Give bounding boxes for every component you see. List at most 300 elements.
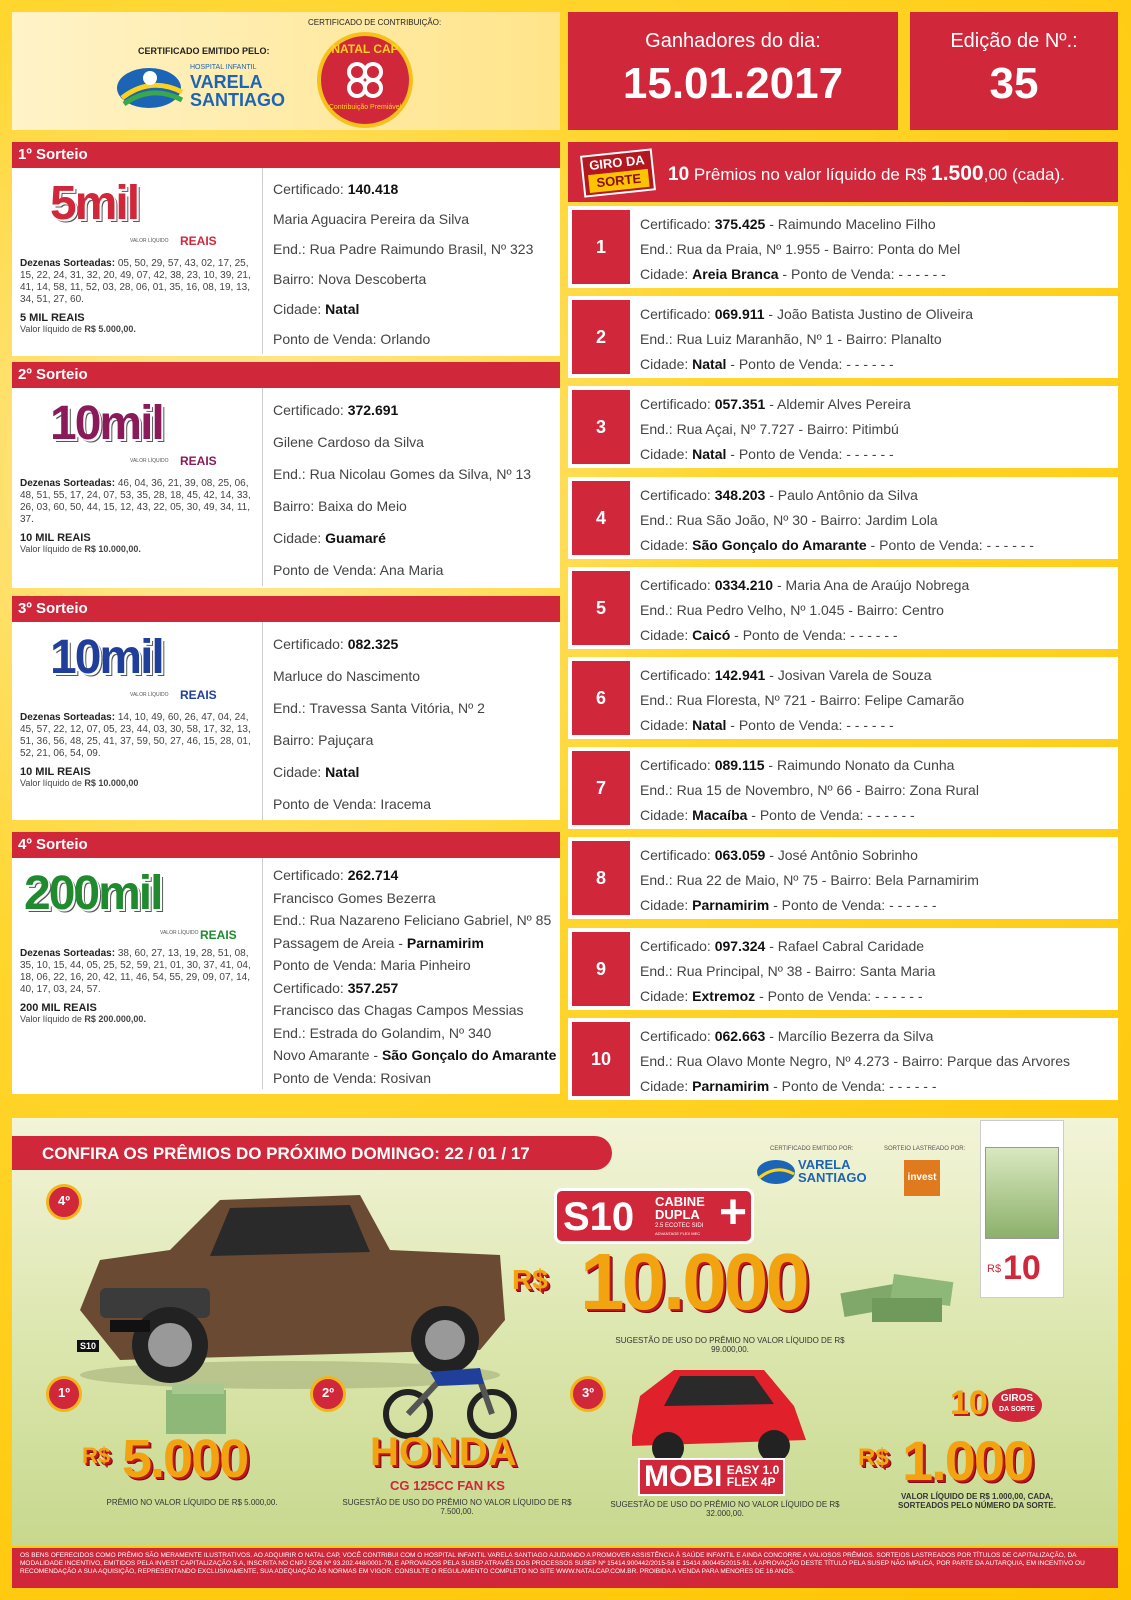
plate: S10 bbox=[77, 1340, 99, 1352]
date-box bbox=[568, 12, 898, 130]
giro-row bbox=[568, 747, 1118, 829]
giro-cert: 348.203 bbox=[714, 486, 766, 503]
giros-word: GIROS bbox=[1000, 1393, 1034, 1404]
winner-line-text: End.: Rua Nazareno Feliciano Gabriel, Nº 85 bbox=[273, 912, 552, 928]
giro-cert-label: Certificado: bbox=[640, 306, 715, 323]
giro-name: - Rafael Cabral Caridade bbox=[765, 937, 925, 954]
giro-cert-line bbox=[640, 663, 1114, 688]
giro-row-text bbox=[640, 663, 1114, 738]
giro-row-text bbox=[640, 753, 1114, 828]
big-note: SUGESTÃO DE USO DO PRÊMIO NO VALOR LÍQUIDO DE R$ 99.000,00. bbox=[615, 1336, 845, 1354]
giro-end: End.: Rua Floresta, Nº 721 - Bairro: Felipe Camarão bbox=[640, 692, 965, 708]
giro-end: End.: Rua da Praia, Nº 1.955 - Bairro: Ponta do Mel bbox=[640, 241, 961, 257]
winner-line-text: Cidade: bbox=[273, 764, 326, 780]
winner-line bbox=[273, 324, 556, 354]
winner-line bbox=[273, 756, 556, 788]
giro-badge-2: SORTE bbox=[588, 169, 650, 193]
big-value: 10.000 bbox=[580, 1237, 807, 1326]
winner-line bbox=[273, 294, 556, 324]
giro-row-text bbox=[640, 1024, 1114, 1099]
giro-city-label: Cidade: bbox=[640, 356, 693, 373]
prize-logo bbox=[20, 388, 252, 478]
giro-cert-line bbox=[640, 212, 1114, 237]
winner-info bbox=[262, 622, 556, 820]
winner-line-text: Novo Amarante - bbox=[273, 1047, 382, 1063]
prize-logo-sub: REAIS bbox=[200, 928, 237, 942]
winner-line bbox=[273, 977, 556, 1000]
valor-liquido bbox=[20, 324, 252, 334]
winner-line-text: Ponto de Venda: Orlando bbox=[273, 331, 431, 347]
giro-cert-line bbox=[640, 934, 1114, 959]
vliq-label: Valor líquido de bbox=[20, 324, 82, 334]
dezenas-label: Dezenas Sorteadas: bbox=[20, 478, 116, 489]
sorteio-title: 2º Sorteio bbox=[12, 362, 560, 388]
giro-cert: 142.941 bbox=[714, 667, 766, 683]
giro-pv: - Ponto de Venda: - - - - - - bbox=[726, 446, 894, 463]
giro-name: - Josivan Varela de Souza bbox=[765, 667, 932, 683]
giro-end: End.: Rua Pedro Velho, Nº 1.045 - Bairro: Centro bbox=[640, 601, 944, 618]
sorteio-body bbox=[12, 622, 560, 820]
winner-line-text: End.: Travessa Santa Vitória, Nº 2 bbox=[273, 700, 485, 716]
giro-row-text bbox=[640, 934, 1114, 1009]
vliq-value: R$ 200.000,00. bbox=[84, 1014, 146, 1024]
sorteio-title: 1º Sorteio bbox=[12, 142, 560, 168]
medal-3: 3º bbox=[570, 1376, 606, 1412]
prize-logo-small: VALOR LÍQUIDO bbox=[130, 238, 169, 244]
winner-line-text: Certificado: bbox=[273, 181, 348, 197]
s10-cabine bbox=[655, 1195, 705, 1221]
winner-line bbox=[273, 426, 556, 458]
p1-rs: R$ bbox=[82, 1443, 111, 1468]
vliq-value: R$ 10.000,00 bbox=[84, 778, 139, 788]
giro-pv: - Ponto de Venda: - - - - - - bbox=[726, 356, 894, 373]
winner-line bbox=[273, 174, 556, 204]
giro-cert: 069.911 bbox=[714, 306, 765, 323]
giro-row-number: 1 bbox=[572, 210, 630, 284]
g-rs: R$ bbox=[858, 1444, 889, 1471]
giro-row bbox=[568, 837, 1118, 919]
ticket-image bbox=[980, 1120, 1064, 1298]
natal-cap-bottom: Contribuição Premiável bbox=[328, 104, 402, 111]
winner-line-text: Ponto de Venda: Ana Maria bbox=[273, 562, 444, 578]
sorteio-left bbox=[20, 858, 252, 1024]
valor-liquido bbox=[20, 544, 252, 554]
giro-city-line bbox=[640, 984, 1114, 1009]
giro-row bbox=[568, 296, 1118, 378]
hospital-name-1: VARELA bbox=[190, 72, 263, 92]
giro-cert: 0334.210 bbox=[714, 576, 774, 593]
giro-cert: 063.059 bbox=[714, 847, 766, 864]
vliq-value: R$ 5.000,00. bbox=[84, 324, 136, 334]
giro-row-number: 3 bbox=[572, 390, 630, 464]
giro-name: - Aldemir Alves Pereira bbox=[765, 396, 911, 413]
s10-sub: 2.5 ECOTEC SIDI bbox=[655, 1223, 704, 1229]
motorcycle-icon bbox=[380, 1350, 520, 1440]
winner-line bbox=[273, 522, 556, 554]
vliq-label: Valor líquido de bbox=[20, 544, 82, 554]
giro-city: Caicó bbox=[692, 626, 731, 643]
winner-line bbox=[273, 954, 556, 977]
giro-row-number: 8 bbox=[572, 841, 630, 915]
winner-line bbox=[273, 628, 556, 660]
winner-line bbox=[273, 932, 556, 955]
dezenas-values: 38, 60, 27, 13, 19, 28, 51, 08, 35, 10, 15, 44, 05, 25, 52, 59, 21, 01, 30, 37, 41, 04, 18, 06, 22, 16, 20, 42, 11, 46, 54, 55, 29, 09, 07, 14, 40, 17, 03, 24, 57. bbox=[20, 948, 251, 995]
giro-row-text bbox=[640, 302, 1114, 377]
winner-line-text: Certificado: bbox=[273, 636, 348, 652]
dezenas bbox=[20, 712, 252, 760]
prize-logo bbox=[20, 858, 252, 948]
winner-line bbox=[273, 458, 556, 490]
giro-badge-1: GIRO DA bbox=[588, 152, 646, 173]
ticket-price: 10 bbox=[1003, 1249, 1041, 1287]
giro-end: End.: Rua Olavo Monte Negro, Nº 4.273 - Bairro: Parque das Arvores bbox=[640, 1052, 1070, 1069]
giro-row-text bbox=[640, 573, 1114, 648]
giro-valor: 1.500 bbox=[931, 162, 984, 185]
giro-text-2: ,00 (cada). bbox=[983, 165, 1065, 184]
p3-brand: MOBI bbox=[644, 1460, 723, 1493]
p1-value: 5.000 bbox=[122, 1429, 248, 1489]
winner-line-bold: 357.257 bbox=[347, 979, 399, 996]
prize-label: 10 MIL REAIS bbox=[20, 766, 91, 778]
giro-city-line bbox=[640, 352, 1114, 377]
winner-line bbox=[273, 999, 556, 1022]
edition-number: 35 bbox=[989, 59, 1039, 108]
p2-brand: HONDA bbox=[370, 1430, 517, 1474]
winner-line-text: Ponto de Venda: Maria Pinheiro bbox=[273, 957, 471, 973]
giro-cert-label: Certificado: bbox=[640, 757, 715, 774]
winner-line-bold: Natal bbox=[325, 301, 360, 317]
giro-city-line bbox=[640, 713, 1114, 738]
giro-name: - João Batista Justino de Oliveira bbox=[764, 306, 974, 323]
winner-line bbox=[273, 724, 556, 756]
p3-note: SUGESTÃO DE USO DO PRÊMIO NO VALOR LÍQUIDO DE R$ 32.000,00. bbox=[610, 1500, 840, 1518]
p3-l1: EASY 1.0 bbox=[726, 1463, 780, 1477]
prize-logo-small: VALOR LÍQUIDO bbox=[160, 930, 199, 936]
winner-line-bold: Parnamirim bbox=[406, 934, 484, 951]
winner-line-text: Certificado: bbox=[273, 867, 348, 883]
giro-cert-line bbox=[640, 392, 1114, 417]
edicao-label: Edição de Nº.: bbox=[950, 30, 1078, 52]
dezenas-values: 14, 10, 49, 60, 26, 47, 04, 24, 45, 57, 22, 12, 07, 05, 23, 44, 03, 30, 58, 17, 32, 13, 51, 36, 56, 48, 25, 41, 37, 59, 50, 27, 46, 15, 28, 01, 52, 21, 06, 54, 09. bbox=[20, 712, 251, 759]
prize-label: 5 MIL REAIS bbox=[20, 312, 85, 324]
valor-liquido bbox=[20, 778, 252, 788]
giro-name: - Raimundo Nonato da Cunha bbox=[764, 757, 955, 774]
winner-line-text: Maria Aguacira Pereira da Silva bbox=[273, 211, 470, 227]
giro-city-line bbox=[640, 442, 1114, 467]
dezenas bbox=[20, 948, 252, 996]
giro-row-number: 10 bbox=[572, 1022, 630, 1096]
giro-row bbox=[568, 1018, 1118, 1100]
s10-l2: DUPLA bbox=[655, 1207, 700, 1222]
giros-badge bbox=[950, 1380, 1046, 1426]
winner-line bbox=[273, 909, 556, 932]
giro-city: Extremoz bbox=[692, 987, 756, 1004]
prize-logo-sub: REAIS bbox=[180, 454, 217, 468]
giro-cert-label: Certificado: bbox=[640, 937, 715, 954]
sorteio-body bbox=[12, 168, 560, 356]
money-stack-icon bbox=[832, 1258, 982, 1328]
winner-line-text: End.: Rua Padre Raimundo Brasil, Nº 323 bbox=[273, 241, 534, 257]
winner-line-text: Passagem de Areia - bbox=[273, 934, 407, 951]
header-logos bbox=[12, 12, 560, 130]
winner-line-text: Francisco das Chagas Campos Messias bbox=[273, 1002, 524, 1018]
p2-model: CG 125CC FAN KS bbox=[390, 1478, 505, 1493]
giro-pv: - Ponto de Venda: - - - - - - bbox=[866, 536, 1034, 553]
winner-line-text: Bairro: Baixa do Meio bbox=[273, 498, 407, 514]
g-note bbox=[892, 1492, 1062, 1510]
winner-line-text: Cidade: bbox=[273, 301, 326, 317]
s10-brand: S10 bbox=[563, 1195, 635, 1239]
giro-name: - Paulo Antônio da Silva bbox=[765, 486, 918, 503]
giro-row-number: 9 bbox=[572, 932, 630, 1006]
giro-badge bbox=[580, 148, 656, 197]
clover-icon bbox=[343, 58, 387, 102]
giro-row bbox=[568, 477, 1118, 559]
giro-name: - Maria Ana de Araújo Nobrega bbox=[773, 576, 970, 593]
giro-cert-label: Certificado: bbox=[640, 576, 715, 593]
p3-l2: FLEX 4P bbox=[726, 1475, 776, 1489]
vliq-value: R$ 10.000,00. bbox=[84, 544, 141, 554]
vliq-label: Valor líquido de bbox=[20, 1014, 82, 1024]
giro-pv: - Ponto de Venda: - - - - - - bbox=[778, 266, 946, 282]
prize-logo-sub: REAIS bbox=[180, 688, 217, 702]
winner-info bbox=[262, 858, 556, 1089]
giro-row bbox=[568, 206, 1118, 288]
giro-city-label: Cidade: bbox=[640, 987, 693, 1004]
cert-contrib-label: CERTIFICADO DE CONTRIBUIÇÃO: bbox=[308, 18, 442, 27]
prize-logo bbox=[20, 622, 252, 712]
winner-info bbox=[262, 168, 556, 354]
giro-text-1: Prêmios no valor líquido de R$ bbox=[689, 165, 932, 184]
promo-hospital bbox=[798, 1158, 867, 1184]
giro-end: End.: Rua 22 de Maio, Nº 75 - Bairro: Bela Parnamirim bbox=[640, 872, 979, 889]
hospital-emblem-small-icon bbox=[756, 1156, 796, 1186]
valor-liquido bbox=[20, 1014, 252, 1024]
prize-logo-sub: REAIS bbox=[180, 234, 217, 248]
sorteio-body bbox=[12, 858, 560, 1094]
giro-city: Parnamirim bbox=[692, 897, 770, 914]
winner-line bbox=[273, 234, 556, 264]
giro-row-text bbox=[640, 212, 1114, 287]
giro-pv: - Ponto de Venda: - - - - - - bbox=[769, 1077, 937, 1094]
giro-cert-line bbox=[640, 843, 1114, 868]
promo-hospital-1: VARELA bbox=[798, 1157, 851, 1172]
giro-city-label: Cidade: bbox=[640, 446, 693, 463]
giro-pv: - Ponto de Venda: - - - - - - bbox=[730, 626, 898, 643]
giro-name: - Marcílio Bezerra da Silva bbox=[765, 1027, 934, 1044]
hospital-emblem-icon bbox=[116, 62, 186, 110]
giro-end: End.: Rua 15 de Novembro, Nº 66 - Bairro: Zona Rural bbox=[640, 782, 979, 799]
winner-line bbox=[273, 692, 556, 724]
giro-header bbox=[568, 142, 1118, 202]
prize-logo-text: 200mil bbox=[24, 867, 162, 920]
giro-row-number: 5 bbox=[572, 571, 630, 645]
giro-end: End.: Rua Açai, Nº 7.727 - Bairro: Pitimbú bbox=[640, 421, 899, 438]
promo-cert-emitido: CERTIFICADO EMITIDO POR: bbox=[770, 1146, 854, 1152]
dezenas-label: Dezenas Sorteadas: bbox=[20, 258, 116, 269]
hospital-small: HOSPITAL INFANTIL bbox=[190, 64, 257, 71]
promo-lastreado: SORTEIO LASTREADO POR: bbox=[884, 1146, 966, 1152]
winner-info bbox=[262, 388, 556, 586]
dezenas-label: Dezenas Sorteadas: bbox=[20, 712, 116, 723]
giro-city-label: Cidade: bbox=[640, 717, 693, 733]
giros-n: 10 bbox=[950, 1384, 988, 1422]
hospital-name-2: SANTIAGO bbox=[190, 90, 286, 110]
dezenas-label: Dezenas Sorteadas: bbox=[20, 948, 116, 959]
medal-1: 1º bbox=[46, 1376, 82, 1412]
winner-line-text: Gilene Cardoso da Silva bbox=[273, 434, 424, 450]
giro-cert-label: Certificado: bbox=[640, 486, 715, 503]
winner-line bbox=[273, 887, 556, 910]
cert-emitido-label: CERTIFICADO EMITIDO PELO: bbox=[138, 46, 270, 56]
giro-pv: - Ponto de Venda: - - - - - - bbox=[747, 807, 915, 824]
winner-line-text: End.: Rua Nicolau Gomes da Silva, Nº 13 bbox=[273, 466, 532, 482]
invest-logo: invest bbox=[904, 1160, 940, 1196]
dezenas bbox=[20, 258, 252, 306]
giro-count: 10 bbox=[668, 164, 690, 185]
winner-line-text: End.: Estrada do Golandim, Nº 340 bbox=[273, 1024, 492, 1041]
giro-end: End.: Rua Luiz Maranhão, Nº 1 - Bairro: Planalto bbox=[640, 331, 942, 348]
giro-row-text bbox=[640, 483, 1114, 558]
dezenas-values: 46, 04, 36, 21, 39, 08, 25, 06, 48, 51, 55, 17, 24, 07, 53, 35, 28, 18, 45, 42, 14, 33, 26, 03, 60, 50, 44, 15, 12, 43, 22, 05, 30, 49, 34, 11, 37. bbox=[20, 478, 251, 525]
vliq-label: Valor líquido de bbox=[20, 778, 82, 788]
medal-4: 4º bbox=[46, 1184, 82, 1220]
giro-cert: 375.425 bbox=[714, 216, 766, 232]
hospital-logo bbox=[116, 62, 296, 112]
prize-label: 200 MIL REAIS bbox=[20, 1002, 97, 1014]
winner-line bbox=[273, 394, 556, 426]
winner-line bbox=[273, 864, 556, 887]
dezenas bbox=[20, 478, 252, 526]
p3-sub bbox=[727, 1464, 779, 1488]
big-rs: R$ bbox=[512, 1264, 548, 1295]
giro-city-label: Cidade: bbox=[640, 626, 693, 643]
giro-cert: 057.351 bbox=[714, 396, 766, 413]
giro-cert-label: Certificado: bbox=[640, 1027, 715, 1044]
giro-row bbox=[568, 928, 1118, 1010]
p2-note: SUGESTÃO DE USO DO PRÊMIO NO VALOR LÍQUIDO DE R$ 7.500,00. bbox=[342, 1498, 572, 1516]
s10-plus: + bbox=[719, 1186, 748, 1239]
winner-line-bold: 140.418 bbox=[347, 181, 399, 197]
g-value: 1.000 bbox=[902, 1429, 1033, 1492]
giro-cert-line bbox=[640, 573, 1114, 598]
winner-line-text: Bairro: Pajuçara bbox=[273, 732, 374, 748]
dezenas-values: 05, 50, 29, 57, 43, 02, 17, 25, 15, 22, 24, 31, 32, 20, 49, 07, 42, 38, 23, 10, 39, 21, 41, 14, 58, 11, 52, 03, 28, 06, 01, 35, 16, 08, 19, 13, 34, 51, 27, 60. bbox=[20, 258, 251, 305]
p3-badge bbox=[638, 1458, 785, 1496]
giro-cert-line bbox=[640, 753, 1114, 778]
giro-cert-line bbox=[640, 483, 1114, 508]
giro-cert-line bbox=[640, 1024, 1114, 1049]
winner-line-bold: 372.691 bbox=[347, 402, 399, 418]
giro-city-line bbox=[640, 262, 1114, 287]
giro-city: Natal bbox=[692, 356, 727, 373]
giro-city-line bbox=[640, 1074, 1114, 1099]
winner-line-bold: São Gonçalo do Amarante bbox=[381, 1047, 557, 1063]
giro-row-text bbox=[640, 843, 1114, 918]
winner-line-text: Bairro: Nova Descoberta bbox=[273, 271, 427, 287]
giro-city: Natal bbox=[692, 717, 727, 733]
giro-cert-label: Certificado: bbox=[640, 396, 715, 413]
mobi-car-icon bbox=[624, 1356, 814, 1466]
giro-cert-label: Certificado: bbox=[640, 847, 715, 864]
giro-row-number: 7 bbox=[572, 751, 630, 825]
sorteio-title: 4º Sorteio bbox=[12, 832, 560, 858]
sorteio-left bbox=[20, 168, 252, 334]
winner-line bbox=[273, 264, 556, 294]
legal-text: OS BENS OFERECIDOS COMO PRÊMIO SÃO MERAMENTE ILUSTRATIVOS. AO ADQUIRIR O NATAL CAP, VOCÊ CONTRIBUI COM O HOSPITAL INFANTIL VARELA SANTIAGO AJUDANDO A PROMOVER ASSISTÊNCIA À SAÚDE INFANTIL E AINDA CONCORRE A VALIOSOS PRÊMIOS. SORTEIOS LASTREADOS POR TÍTULOS DE CAPITALIZAÇÃO, DA MODALIDADE INCENTIVO, EMITIDOS PELA INVEST CAPITALIZAÇÃO S.A, INSCRITA NO CNPJ SOB Nº 93.202.448/0001-79, E APROVADOS PELA SUSEP ATRAVÉS DOS PROCESSOS SUSEP Nº 15414.900442/2015-58 E 15414.900445/2015-91. A APROVAÇÃO DESTE TÍTULO PELA SUSEP NÃO IMPLICA, POR PARTE DA AUTARQUIA, EM INCENTIVO OU RECOMENDAÇÃO A SUA AQUISIÇÃO, REPRESENTANDO EXCLUSIVAMENTE, SUA ADEQUAÇÃO ÀS NORMAS EM VIGOR. CONSULTE O REGULAMENTO COMPLETO NO SITE WWW.NATALCAP.COM.BR. PROIBIDA A VENDA PARA MENORES DE 16 ANOS. bbox=[12, 1548, 1118, 1588]
edition-box bbox=[910, 12, 1118, 130]
prize-logo bbox=[20, 168, 252, 258]
winner-line bbox=[273, 1067, 556, 1090]
promo-banner: CONFIRA OS PRÊMIOS DO PRÓXIMO DOMINGO: 22 / 01 / 17 bbox=[12, 1136, 612, 1170]
winner-line bbox=[273, 204, 556, 234]
winner-line-text: Marluce do Nascimento bbox=[273, 668, 421, 684]
winner-line-text: Certificado: bbox=[273, 402, 348, 418]
winner-line-text: Francisco Gomes Bezerra bbox=[273, 889, 436, 906]
giro-city: Macaíba bbox=[692, 807, 748, 824]
giro-city-label: Cidade: bbox=[640, 1077, 693, 1094]
ticket-thumb bbox=[985, 1147, 1059, 1239]
giros-label bbox=[992, 1388, 1042, 1422]
giro-city-label: Cidade: bbox=[640, 807, 693, 824]
giro-cert-label: Certificado: bbox=[640, 216, 715, 232]
winner-line-bold: Natal bbox=[325, 764, 360, 780]
winner-line-text: Cidade: bbox=[273, 530, 326, 546]
giro-desc bbox=[668, 162, 1065, 186]
giro-row-number: 2 bbox=[572, 300, 630, 374]
giro-row bbox=[568, 657, 1118, 739]
giro-name: - Raimundo Macelino Filho bbox=[765, 216, 936, 232]
prize-logo-small: VALOR LÍQUIDO bbox=[130, 692, 169, 698]
giro-city-line bbox=[640, 803, 1114, 828]
winner-line bbox=[273, 554, 556, 586]
sorteio-title: 3º Sorteio bbox=[12, 596, 560, 622]
prize-logo-text: 5mil bbox=[50, 177, 139, 230]
winner-line-bold: 262.714 bbox=[347, 867, 399, 883]
giro-city: Natal bbox=[692, 446, 727, 463]
giro-city-line bbox=[640, 893, 1114, 918]
winner-line bbox=[273, 1022, 556, 1045]
giro-cert: 097.324 bbox=[714, 937, 766, 954]
p1-note: PRÊMIO NO VALOR LÍQUIDO DE R$ 5.000,00. bbox=[106, 1498, 278, 1507]
winner-line-text: Ponto de Venda: Rosivan bbox=[273, 1069, 432, 1086]
winner-line bbox=[273, 788, 556, 820]
medal-2: 2º bbox=[310, 1376, 346, 1412]
s10-l1: CABINE bbox=[655, 1194, 705, 1209]
giro-end: End.: Rua Principal, Nº 38 - Bairro: Santa Maria bbox=[640, 962, 936, 979]
promo-hospital-2: SANTIAGO bbox=[798, 1170, 867, 1185]
giro-city-label: Cidade: bbox=[640, 536, 693, 553]
giro-city-label: Cidade: bbox=[640, 266, 693, 282]
prize-logo-small: VALOR LÍQUIDO bbox=[130, 458, 169, 464]
winner-line-text: Certificado: bbox=[273, 979, 348, 996]
giros-da: DA SORTE bbox=[999, 1406, 1035, 1413]
giro-city-label: Cidade: bbox=[640, 897, 693, 914]
sorteio-body bbox=[12, 388, 560, 588]
prize-logo-text: 10mil bbox=[50, 397, 163, 450]
winner-line-text: Ponto de Venda: Iracema bbox=[273, 796, 431, 812]
winner-line-bold: Guamaré bbox=[325, 530, 386, 546]
winner-line bbox=[273, 1044, 556, 1067]
s10-sub2: ADVANTAGE FLEX MEC bbox=[655, 1231, 701, 1236]
giro-row-text bbox=[640, 392, 1114, 467]
winner-line-bold: 082.325 bbox=[347, 636, 399, 652]
giro-row-number: 6 bbox=[572, 661, 630, 735]
natal-cap-top: NATAL CAP bbox=[331, 42, 399, 56]
giro-pv: - Ponto de Venda: - - - - - - bbox=[755, 987, 923, 1004]
sorteio-left bbox=[20, 622, 252, 788]
promo-panel bbox=[12, 1118, 1118, 1546]
